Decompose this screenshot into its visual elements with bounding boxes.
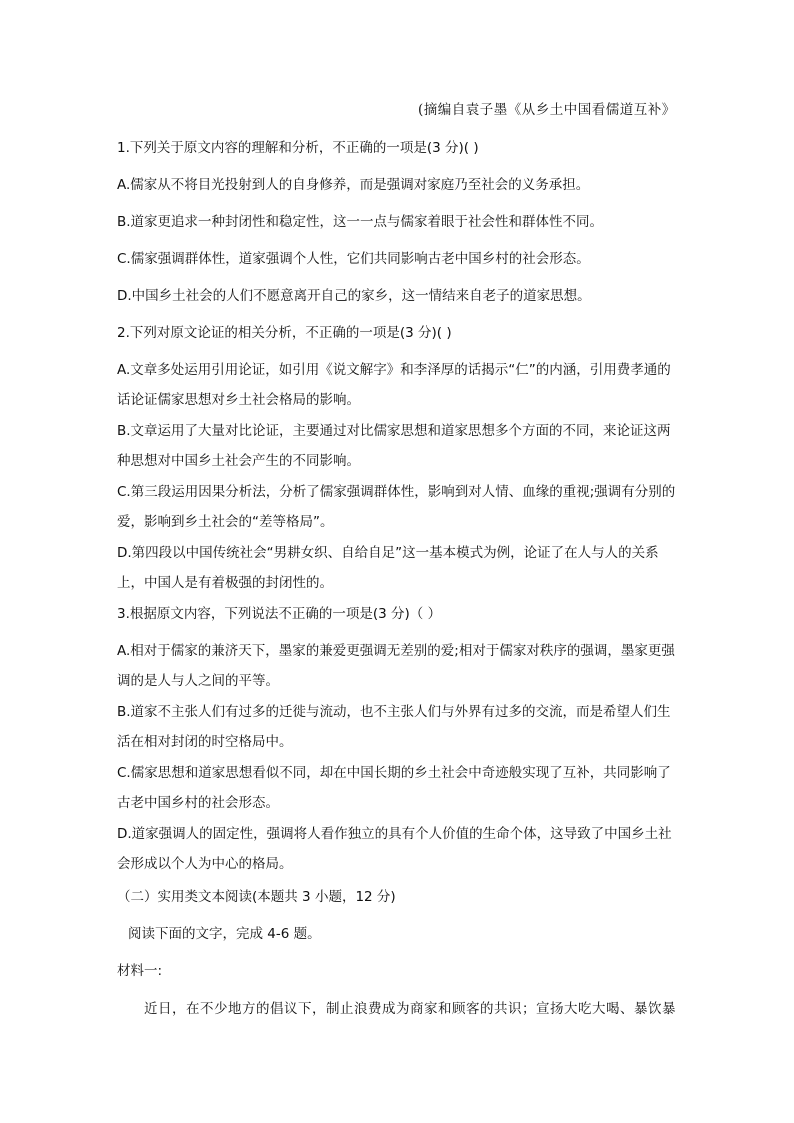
question-2-option-d: D.第四段以中国传统社会“男耕女织、自给自足”这一基本模式为例，论证了在人与人的关系上，中国人是有着极强的封闭性的。	[117, 545, 659, 591]
question-2-option-c: C.第三段运用因果分析法，分析了儒家强调群体性，影响到对人情、血缘的重视;强调有分别的爱，影响到乡土社会的“差等格局”。	[117, 484, 676, 530]
question-3-option-d: D.道家强调人的固定性，强调将人看作独立的具有个人价值的生命个体，这导致了中国乡土社会形成以个人为中心的格局。	[117, 826, 672, 872]
question-1-option-d: D.中国乡土社会的人们不愿意离开自己的家乡，这一情结来自老子的道家思想。	[117, 288, 591, 304]
question-2-option-b: B.文章运用了大量对比论证，主要通过对比儒家思想和道家思想多个方面的不同，来论证这两种思想对中国乡土社会产生的不同影响。	[117, 423, 671, 469]
material-label: 材料一:	[117, 963, 163, 979]
question-1-option-a: A.儒家从不将目光投射到人的自身修养，而是强调对家庭乃至社会的义务承担。	[117, 177, 590, 193]
question-1-option-c: C.儒家强调群体性，道家强调个人性，它们共同影响古老中国乡村的社会形态。	[117, 251, 590, 267]
question-1-option-b: B.道家更追求一种封闭性和稳定性，这一一点与儒家着眼于社会性和群体性不同。	[117, 214, 604, 230]
question-3-option-a: A.相对于儒家的兼济天下，墨家的兼爱更强调无差别的爱;相对于儒家对秩序的强调，墨家更强调的是人与人之间的平等。	[117, 643, 675, 689]
section-heading: （二）实用类文本阅读(本题共 3 小题，12 分)	[117, 889, 396, 905]
question-3-stem: 3.根据原文内容，下列说法不正确的一项是(3 分)（ ）	[117, 606, 442, 622]
question-2-option-a: A.文章多处运用引用论证，如引用《说文解字》和李泽厚的话揭示“仁”的内涵，引用费孝通的话论证儒家思想对乡土社会格局的影响。	[117, 362, 671, 408]
reading-instruction: 阅读下面的文字，完成 4-6 题。	[128, 926, 321, 942]
question-2-stem: 2.下列对原文论证的相关分析，不正确的一项是(3 分)( )	[117, 325, 452, 341]
material-paragraph: 近日，在不少地方的倡议下，制止浪费成为商家和顾客的共识；宣扬大吃大喝、暴饮暴	[144, 1001, 676, 1017]
question-3-option-c: C.儒家思想和道家思想看似不同，却在中国长期的乡土社会中奇迹般实现了互补，共同影响了古老中国乡村的社会形态。	[117, 765, 671, 811]
question-3-option-b: B.道家不主张人们有过多的迁徙与流动，也不主张人们与外界有过多的交流，而是希望人们生活在相对封闭的时空格局中。	[117, 704, 671, 750]
source-citation: (摘编自袁子墨《从乡土中国看儒道互补》	[418, 102, 676, 118]
question-1-stem: 1.下列关于原文内容的理解和分析，不正确的一项是(3 分)( )	[117, 140, 479, 156]
